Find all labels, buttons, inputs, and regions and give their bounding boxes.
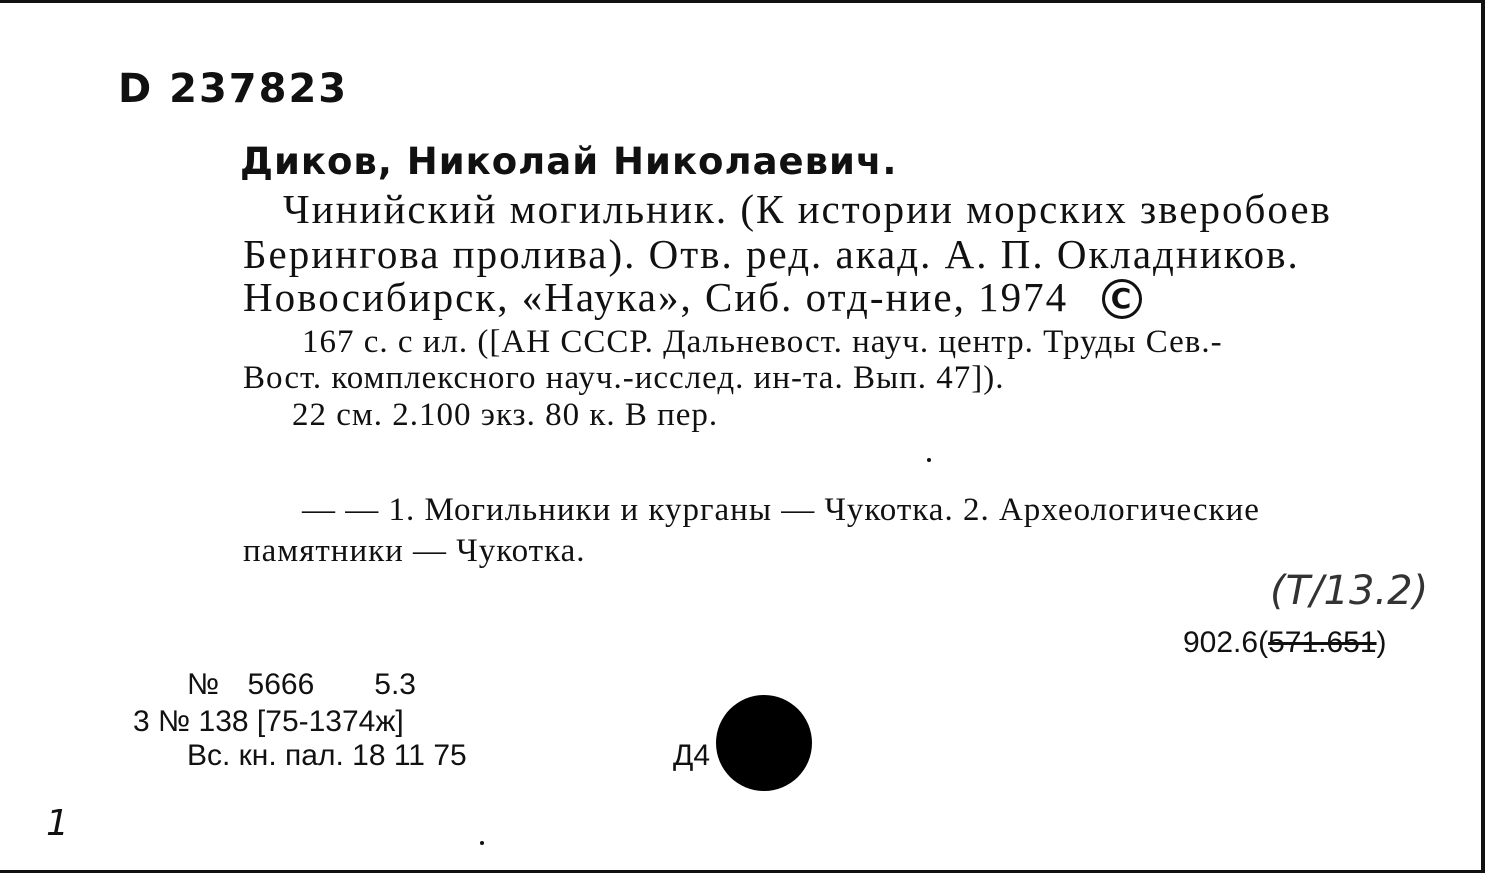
classification-number: 902.6(571.651) bbox=[1183, 626, 1387, 659]
registry-row: 3 № 138 [75-1374ж] bbox=[133, 705, 404, 738]
title-line-1: Чинийский могильник. (К истории морских зверобоев bbox=[283, 186, 1332, 232]
speck bbox=[927, 458, 931, 462]
speck bbox=[480, 841, 484, 845]
author-heading: Диков, Николай Николаевич. bbox=[240, 140, 898, 183]
shelfmark: D 237823 bbox=[118, 66, 349, 112]
series-line-1: 167 с. с ил. ([АН СССР. Дальневост. науч. центр. Труды Сев.- bbox=[302, 324, 1223, 360]
subject-line-2: памятники — Чукотка. bbox=[243, 533, 586, 569]
record-number: № 5666 bbox=[187, 668, 315, 701]
title-line-3 bbox=[243, 274, 1142, 320]
punch-hole bbox=[716, 695, 812, 791]
record-value: 5.3 bbox=[374, 668, 416, 701]
chamber-row: Вс. кн. пал. 18 11 75 bbox=[187, 739, 467, 772]
corner-mark: 1 bbox=[46, 803, 69, 844]
title-line-2: Берингова пролива). Отв. ред. акад. А. П. Окладников. bbox=[243, 231, 1300, 277]
class-current: 902.6 bbox=[1183, 626, 1259, 659]
physical-description: 22 см. 2.100 экз. 80 к. В пер. bbox=[292, 397, 719, 433]
series-line-2: Вост. комплексного науч.-исслед. ин-та. Вып. 47]). bbox=[243, 360, 1005, 396]
class-struck: 571.651 bbox=[1268, 626, 1377, 659]
handwritten-classification: (Т/13.2) bbox=[1270, 568, 1429, 614]
imprint-text: Новосибирск, «Наука», Сиб. отд-ние, 1974 bbox=[243, 274, 1069, 320]
record-number-row bbox=[187, 670, 416, 700]
d-mark: Д4 bbox=[673, 739, 711, 772]
subject-line-1: — — 1. Могильники и курганы — Чукотка. 2. Археологические bbox=[302, 492, 1260, 528]
copyright-icon: C bbox=[1102, 279, 1142, 319]
